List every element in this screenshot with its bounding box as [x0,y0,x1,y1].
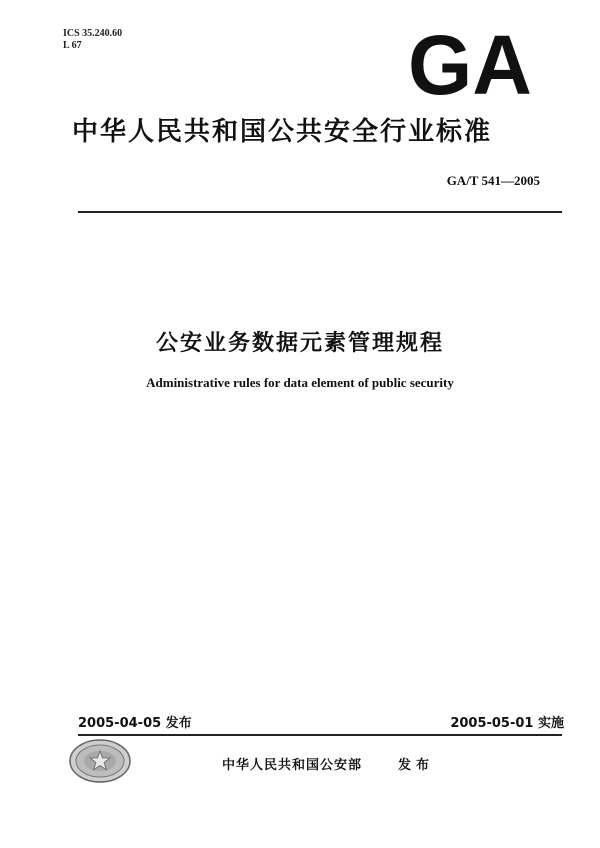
ga-logo-text: GA [408,26,532,100]
issuer-name: 中华人民共和国公安部 [222,758,363,773]
standard-number: GA/T 541—2005 [446,173,540,188]
ministry-seal-icon [68,738,132,784]
bottom-divider [78,734,562,736]
publish-date: 2005-04-05 发布 [78,716,192,731]
ga-logo [406,26,534,100]
classification-code: L 67 [63,40,82,51]
classification-codes [63,28,122,52]
top-divider [78,211,562,213]
ics-code: ICS 35.240.60 [63,28,123,39]
standard-name: 中华人民共和国公共安全行业标准 [72,117,493,147]
issue-label: 发布 [398,758,435,773]
document-title-english: Administrative rules for data element of public security [146,375,454,390]
document-title: 公安业务数据元素管理规程 [155,331,444,356]
implement-date: 2005-05-01 实施 [450,716,564,731]
